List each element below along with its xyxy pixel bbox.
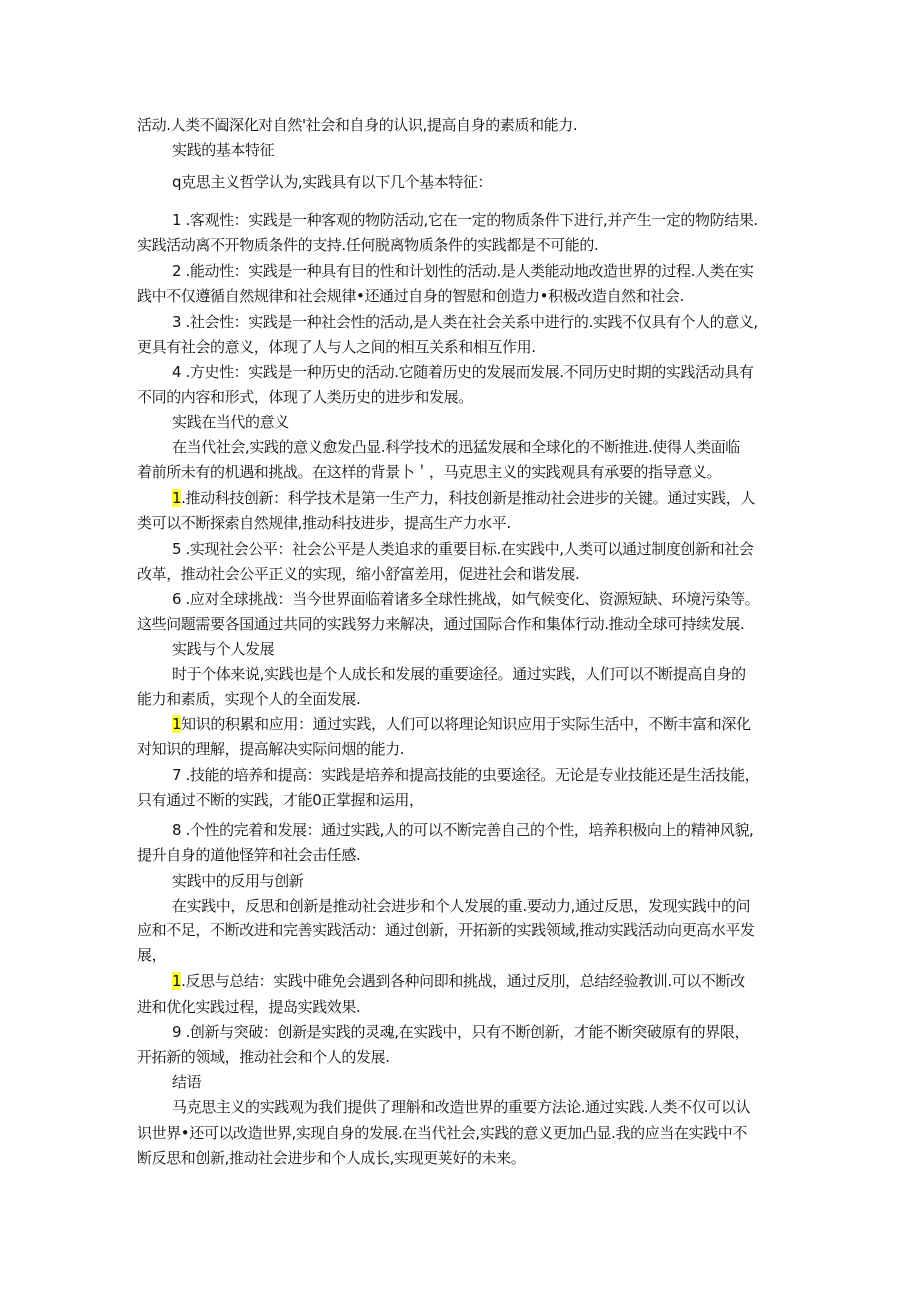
- section-heading: 结语: [172, 1073, 202, 1091]
- text-line: 展，: [137, 946, 167, 964]
- text-line: 1 .客观性：实践是一种客观的物防活动,它在一定的物质条件下进行,并产生一定的物防结果.: [172, 211, 758, 229]
- section-heading: 实践与个人发展: [172, 640, 275, 658]
- text-line: [172, 971, 745, 991]
- text-line: [172, 488, 755, 508]
- text-line: 这些问题需要各国通过共同的实践努力来解决，通过国际合作和集体行动.推动全球可持续发展.: [137, 615, 745, 633]
- text-line: 活动.人类不阖深化对自然'社会和自身的认识,提高自身的素质和能力.: [137, 116, 578, 134]
- highlight-number: 1: [172, 489, 182, 507]
- text-line: 5 .实现社会公平：社会公平是人类追求的重要目标.在实践中,人类可以通过制度创新和社会: [172, 540, 754, 558]
- text-line: [172, 714, 751, 734]
- line-text: 知识的积累和应用：通过实践，人们可以将理论知识应用于实际生活中，不断丰富和深化: [181, 715, 751, 733]
- text-line: 马克思主义的实践观为我们提供了理斛和改造世界的重要方法论.通过实践.人类不仅可以认: [172, 1098, 751, 1116]
- text-line: 在当代社会,实践的意义愈发凸显.科学技术的迅猛发展和全球化的不断推进.使得人类面临: [172, 438, 740, 456]
- text-line: q克思主义哲学认为,实践具有以下几个基本特征：: [172, 173, 493, 191]
- text-line: 只有通过不断的实践，才能0正掌握和运用，: [137, 791, 424, 809]
- text-line: 7 .技能的培养和提高：实践是培养和提高技能的虫要途径。无论是专业技能还是生活技能，: [172, 766, 760, 784]
- text-line: 改革，推动社会公平正义的实现，缩小舒富差用，促进社会和谐发展.: [137, 565, 580, 583]
- text-line: 践中不仅遵循自然规律和社会规律•还通过自身的智慰和创造力•积极改造自然和社会.: [137, 287, 684, 305]
- section-heading: 实践在当代的意义: [172, 413, 289, 431]
- highlight-number: 1: [172, 972, 182, 990]
- text-line: 实践活动离不开物质条件的支持.任何脱离物质条件的实践都是不可能的.: [137, 236, 599, 254]
- text-line: 开拓新的领域，推动社会和个人的发展.: [137, 1048, 390, 1066]
- text-line: 对知识的理解，提高解决实际问烟的能力.: [137, 740, 405, 758]
- text-line: 3 .社会性：实践是一种社会性的活动,是人类在社会关系中进行的.实践不仅具有个人的意义,: [172, 313, 758, 331]
- text-line: 断反思和创新,推动社会进步和个人成长,实现更荚好的未来。: [137, 1149, 526, 1167]
- text-line: 识世界•还可以改造世界,实现自身的发展.在当代社会,实践的意义更加凸显.我的应当在实践中不: [137, 1124, 747, 1142]
- text-line: 时于个体来说,实践也是个人成长和发展的重要途径。通过实践，人们可以不断提高自身的: [172, 665, 746, 683]
- text-line: 2 .能动性：实践是一种具有目的性和计划性的活动.是人类能动地改造世界的过程.人类在实: [172, 262, 754, 280]
- text-line: 能力和素质，实现个人的全面发展.: [137, 690, 361, 708]
- text-line: 类可以不断探索自然规律,推动科技进步，提高生产力水平.: [137, 514, 511, 532]
- section-heading: 实践的基本特征: [172, 141, 275, 159]
- line-text: .推动科技创新：科学技术是第一生产力，科技创新是推动社会进步的关键。通过实践，人: [181, 489, 755, 507]
- text-line: 9 .创新与突破：创新是实践的灵魂,在实践中，只有不断创新，才能不断突破原有的界限，: [172, 1023, 750, 1041]
- text-line: 不同的内容和形式，体现了人类历史的进步和发展。: [137, 388, 473, 406]
- section-heading: 实践中的反用与创新: [172, 872, 304, 890]
- text-line: 提升自身的道他怪笄和社会击任感.: [137, 846, 361, 864]
- text-line: 在实践中，反思和创新是推动社会进步和个人发展的重.要动力,通过反思，发现实践中的问: [172, 897, 751, 915]
- text-line: 进和优化实践过程，提岛实践效果.: [137, 998, 361, 1016]
- text-line: 更具有社会的意义，体现了人与人之间的相互关系和相互作用.: [137, 338, 536, 356]
- text-line: 4 .方史性：实践是一种历史的活动.它随着历史的发展而发展.不同历史时期的实践活动具有: [172, 363, 754, 381]
- line-text: .反思与总结：实践中碓免会遇到各种问即和挑战，通过反刖，总结经验教训.可以不断改: [181, 972, 745, 990]
- text-line: 应和不足，不断改进和完善实践活动：通过创新，开拓新的实践领域,推动实践活动向更高水平发: [137, 921, 755, 939]
- text-line: 8 .个性的完着和发展：通过实践,人的可以不断完善自己的个性，培养积极向上的精神风貌,: [172, 821, 754, 839]
- highlight-number: 1: [172, 715, 182, 733]
- text-line: 6 .应对全球挑战：当今世界面临着诸多全球性挑战，如气候变化、资源短缺、环境污染等。: [172, 590, 760, 608]
- text-line: 着前所未有的机遇和挑战。在这样的背景卜＇，马克思主义的实践观具有承要的指导意义。: [137, 463, 722, 481]
